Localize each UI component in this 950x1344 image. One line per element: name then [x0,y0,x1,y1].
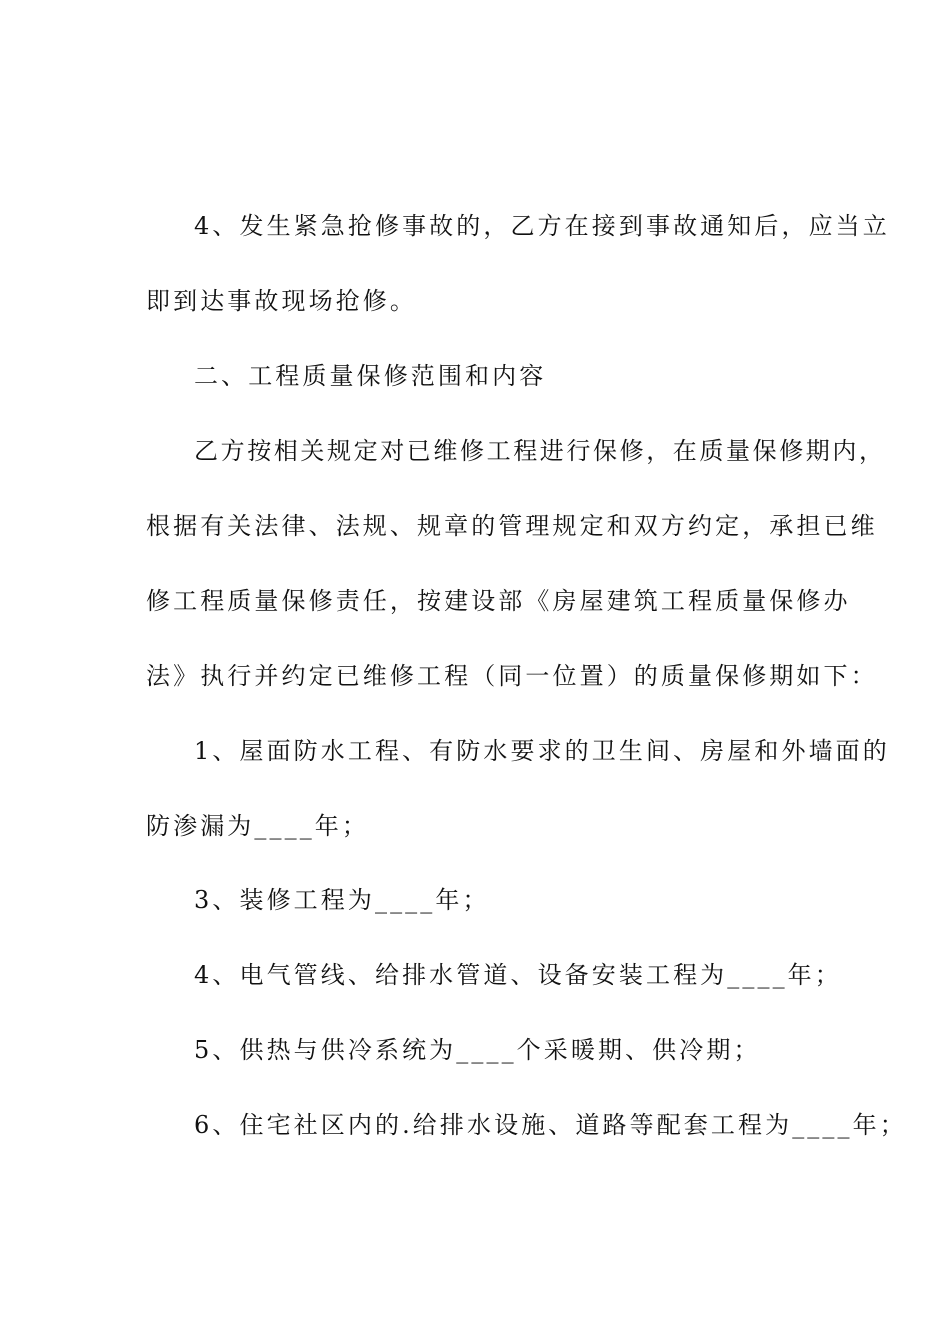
paragraph-line-4: 根据有关法律、法规、规章的管理规定和双方约定，承担已维 [146,512,878,540]
list-item-5: 5、供热与供冷系统为____个采暖期、供冷期； [194,1036,761,1064]
paragraph-line-3: 乙方按相关规定对已维修工程进行保修，在质量保修期内， [194,437,886,465]
section-heading: 二、工程质量保修范围和内容 [194,362,547,390]
paragraph-line-2: 即到达事故现场抢修。 [146,287,417,315]
paragraph-line-6: 法》执行并约定已维修工程（同一位置）的质量保修期如下： [146,662,878,690]
list-item-1-continued: 防渗漏为____年； [146,812,369,840]
list-item-1: 1、屋面防水工程、有防水要求的卫生间、房屋和外墙面的 [194,737,890,765]
list-item-6: 6、住宅社区内的.给排水设施、道路等配套工程为____年； [194,1111,907,1139]
paragraph-line-1: 4、发生紧急抢修事故的，乙方在接到事故通知后，应当立 [194,212,890,240]
list-item-3: 3、装修工程为____年； [194,886,490,914]
paragraph-line-5: 修工程质量保修责任，按建设部《房屋建筑工程质量保修办 [146,587,851,615]
list-item-4: 4、电气管线、给排水管道、设备安装工程为____年； [194,961,842,989]
